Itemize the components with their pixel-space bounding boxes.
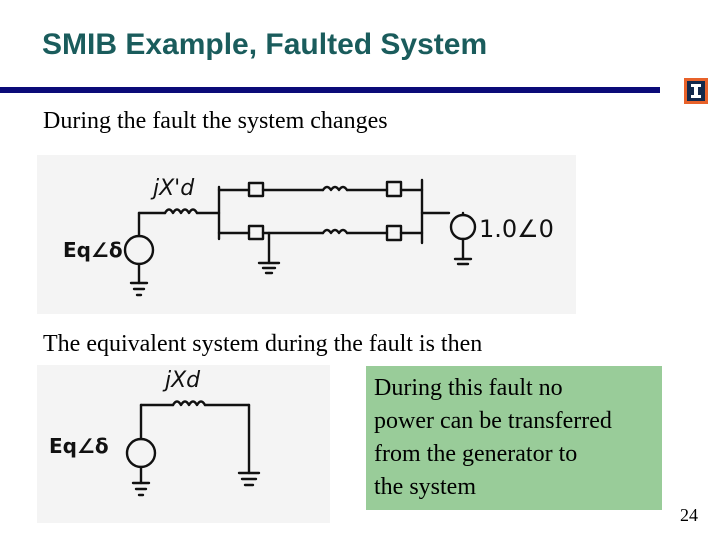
university-logo-icon bbox=[684, 78, 708, 104]
equivalent-reactance-label: jXd bbox=[165, 368, 201, 393]
note-box bbox=[366, 366, 662, 510]
title-underline bbox=[0, 87, 660, 93]
note-line: from the generator to bbox=[374, 441, 578, 467]
equivalent-source-label: Eq∠δ bbox=[49, 434, 109, 458]
slide-title: SMIB Example, Faulted System bbox=[42, 28, 488, 61]
note-line: power can be transferred bbox=[374, 408, 612, 434]
faulted-source-label: Eq∠δ bbox=[63, 238, 123, 262]
note-line: the system bbox=[374, 474, 476, 500]
equivalent-text: The equivalent system during the fault is then bbox=[43, 331, 483, 357]
faulted-reactance-label: jX'd bbox=[153, 176, 195, 201]
faulted-system-diagram bbox=[37, 155, 576, 314]
equivalent-system-diagram bbox=[37, 365, 330, 523]
page-number: 24 bbox=[680, 505, 698, 525]
intro-text: During the fault the system changes bbox=[43, 108, 388, 134]
note-line: During this fault no bbox=[374, 375, 563, 401]
infinite-bus-label: 1.0∠0 bbox=[479, 215, 554, 243]
